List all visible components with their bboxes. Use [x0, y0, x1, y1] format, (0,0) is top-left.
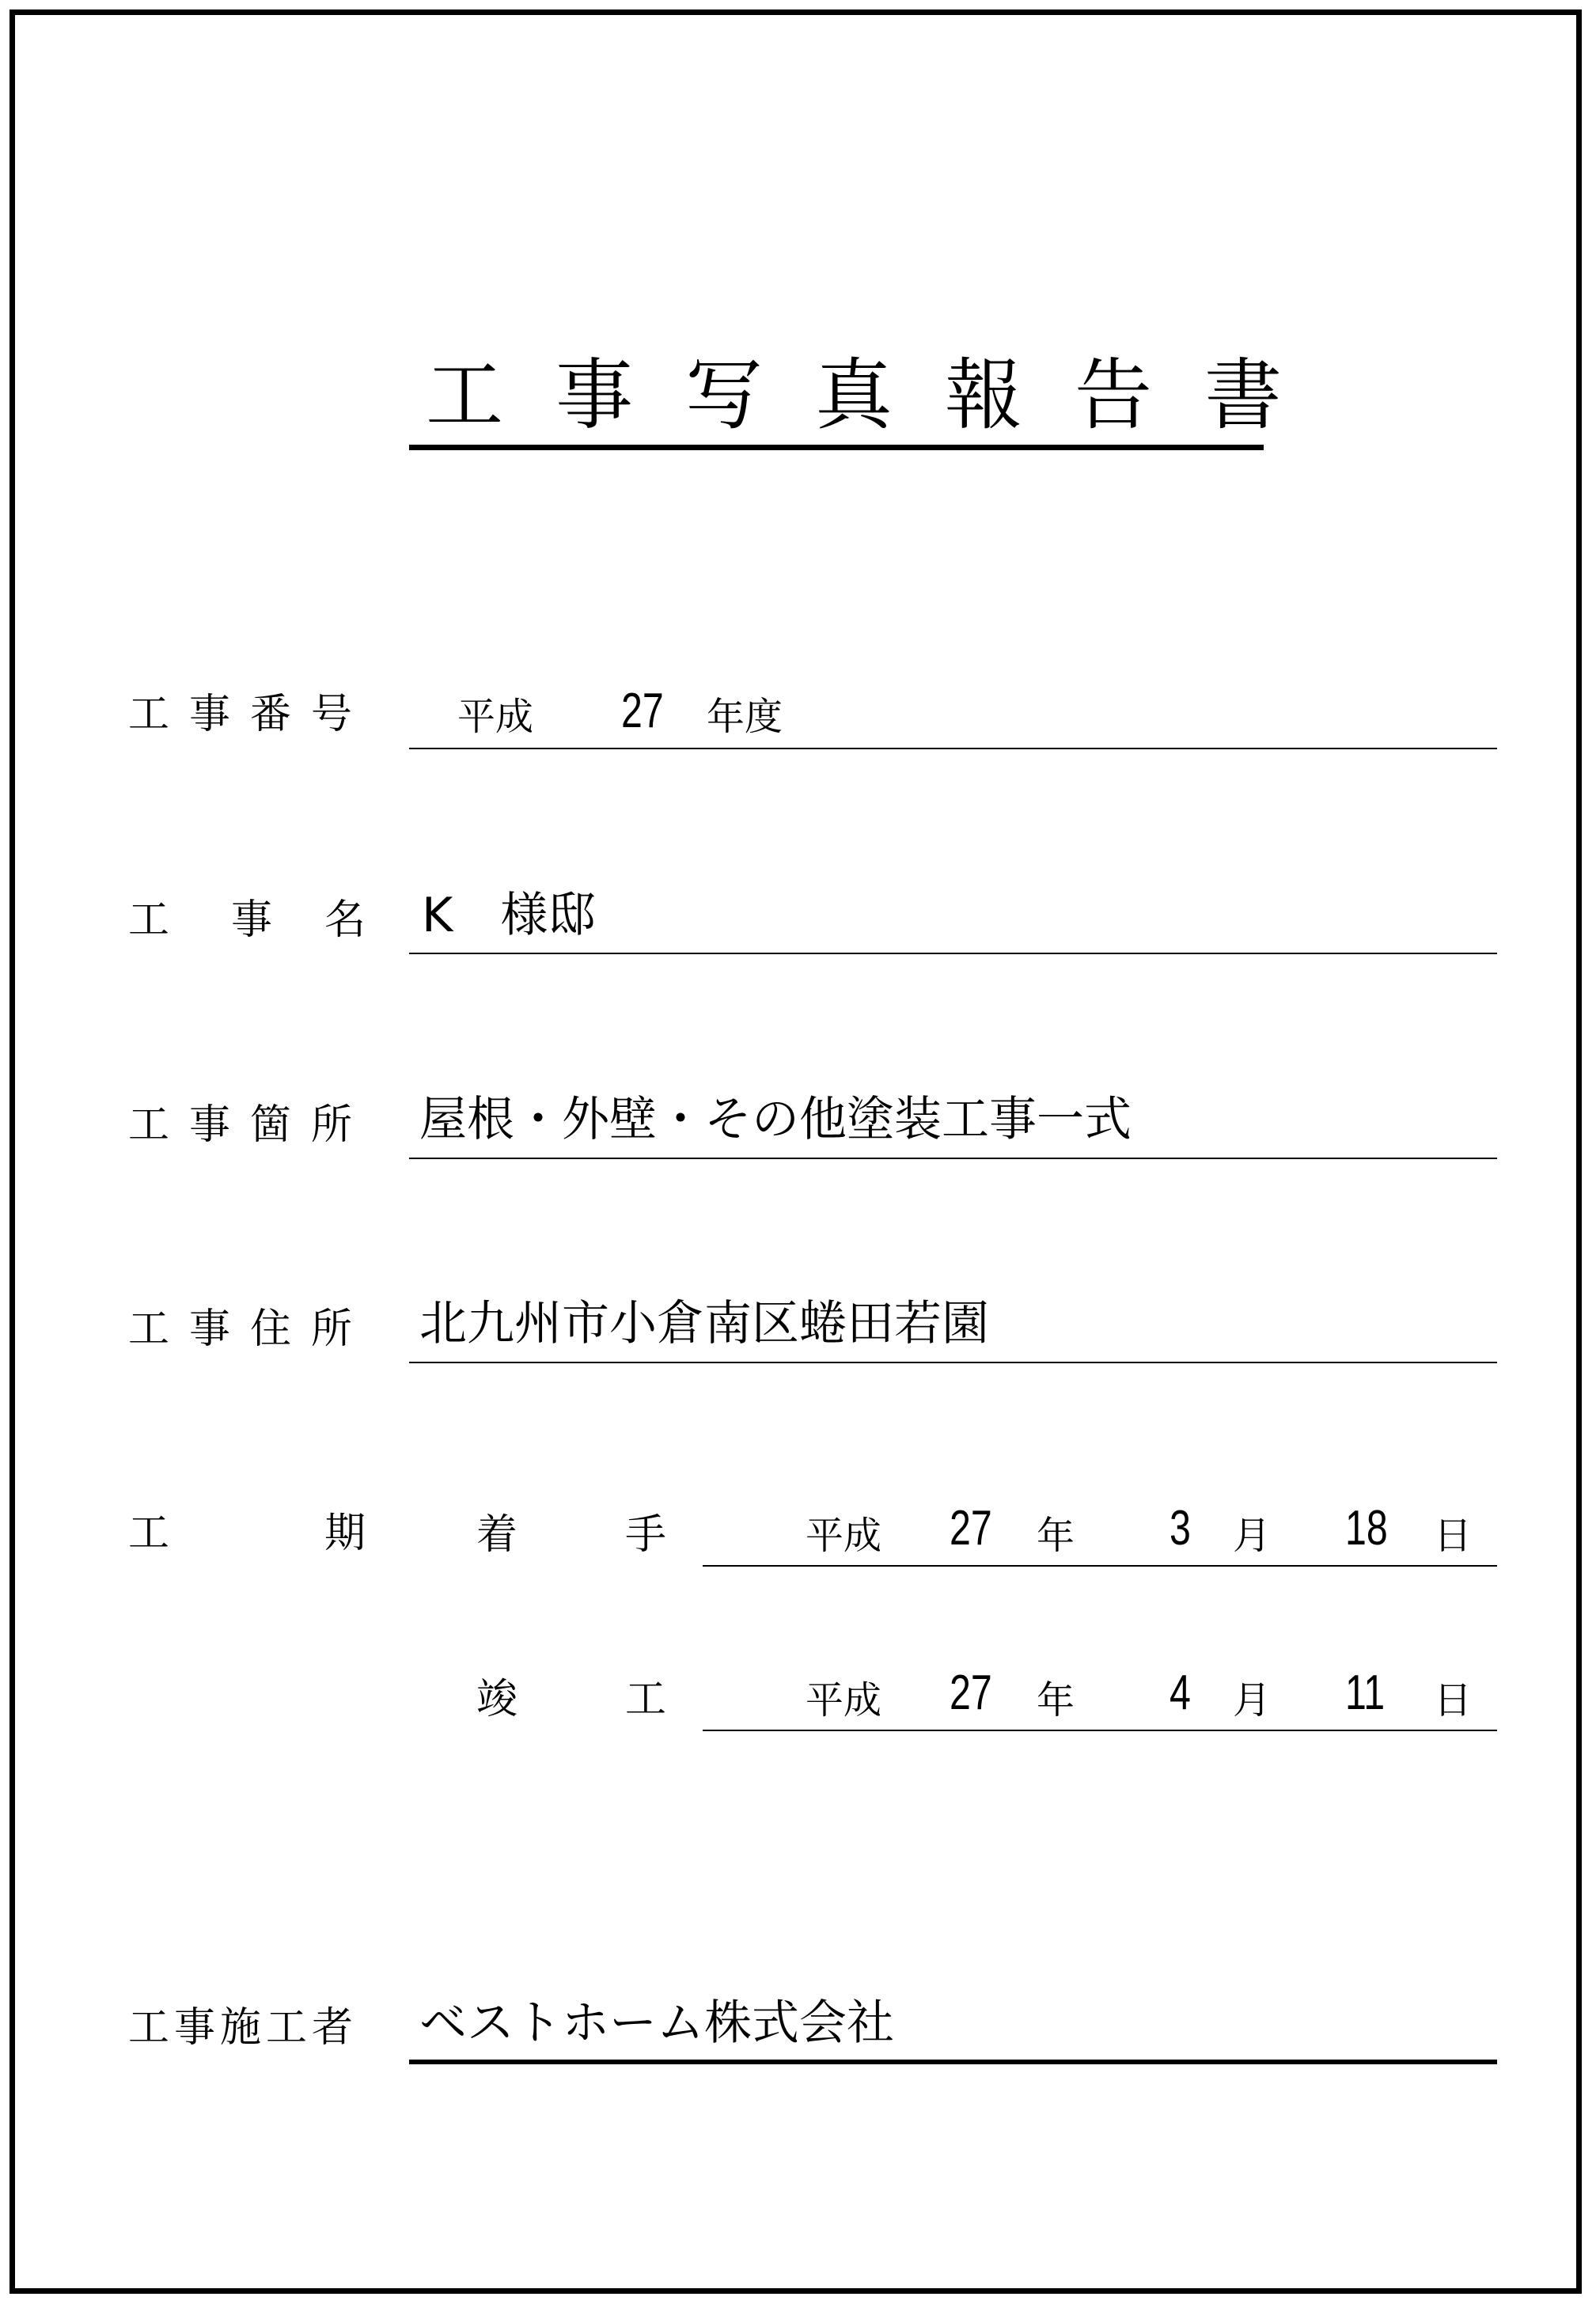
- label-work-period-1: 工: [128, 1510, 170, 1557]
- work-number-suffix: 年度: [707, 695, 783, 739]
- end-date-underline: [703, 1730, 1497, 1731]
- work-number-year: 27: [621, 684, 664, 738]
- work-name-value: K 様邸: [422, 888, 596, 943]
- contractor-value: ベストホーム株式会社: [419, 1995, 894, 2051]
- work-address-underline: [409, 1362, 1497, 1363]
- work-number-underline: [409, 748, 1497, 749]
- label-work-location: 工事箇所: [128, 1101, 373, 1149]
- label-contractor: 工事施工者: [128, 2004, 358, 2052]
- work-address-value: 北九州市小倉南区蜷田若園: [419, 1296, 989, 1351]
- start-month: 3: [1170, 1501, 1191, 1556]
- start-day: 18: [1345, 1501, 1388, 1556]
- end-month-unit: 月: [1233, 1678, 1272, 1722]
- start-date-underline: [703, 1565, 1497, 1567]
- start-month-unit: 月: [1233, 1514, 1272, 1558]
- title-underline: [409, 445, 1264, 450]
- work-number-era: 平成: [457, 695, 534, 739]
- document-title: 工事写真報告書: [426, 351, 1335, 441]
- start-day-unit: 日: [1434, 1514, 1473, 1558]
- label-work-name-3: 名: [324, 896, 366, 944]
- label-work-address: 工事住所: [128, 1306, 373, 1353]
- work-location-underline: [409, 1158, 1497, 1159]
- start-year-unit: 年: [1037, 1514, 1075, 1558]
- end-era: 平成: [806, 1678, 882, 1722]
- label-start-1: 着: [476, 1511, 518, 1559]
- end-year: 27: [950, 1666, 992, 1720]
- label-start-2: 手: [625, 1511, 667, 1559]
- start-year: 27: [950, 1501, 992, 1556]
- end-day: 11: [1345, 1666, 1386, 1720]
- label-work-number: 工事番号: [128, 691, 373, 738]
- end-month: 4: [1170, 1666, 1191, 1720]
- start-era: 平成: [806, 1514, 882, 1558]
- end-year-unit: 年: [1037, 1678, 1075, 1722]
- work-name-underline: [409, 953, 1497, 954]
- work-location-value: 屋根・外壁・その他塗装工事一式: [419, 1092, 1132, 1147]
- label-end-2: 工: [625, 1676, 667, 1723]
- end-day-unit: 日: [1434, 1678, 1473, 1722]
- label-work-name-2: 事: [231, 896, 273, 944]
- label-work-name-1: 工: [128, 896, 170, 944]
- contractor-underline: [409, 2060, 1497, 2064]
- label-end-1: 竣: [476, 1676, 518, 1723]
- label-work-period-2: 期: [324, 1510, 366, 1557]
